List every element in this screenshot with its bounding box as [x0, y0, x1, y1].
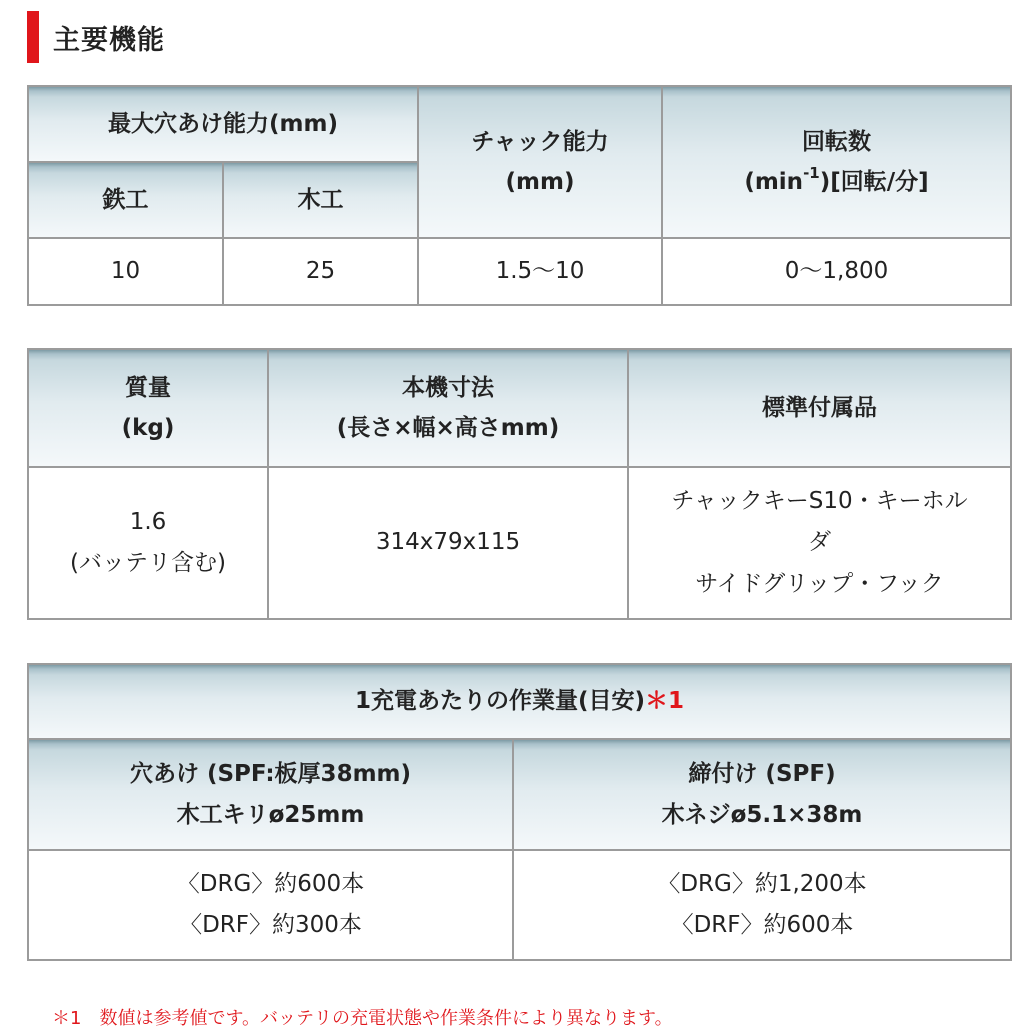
- title-accent-bar: [27, 11, 39, 63]
- wood-header: 木工: [223, 162, 418, 238]
- footnote-mark: ＊1: [645, 688, 685, 715]
- wood-value: 25: [223, 238, 418, 305]
- steel-value: 10: [28, 238, 223, 305]
- steel-header: 鉄工: [28, 162, 223, 238]
- mass-note: (バッテリ含む): [70, 550, 226, 576]
- mass-value: 1.6: [129, 508, 167, 535]
- mass-cell: [28, 467, 268, 619]
- drill-capacity-header: 最大穴あけ能力(mm): [28, 86, 418, 162]
- rotation-unit-sup: -1: [803, 164, 820, 182]
- accessories-cell: [628, 467, 1011, 619]
- rotation-header: [662, 86, 1011, 238]
- mass-header: [28, 349, 268, 467]
- fastening-header-line2: 木ネジø5.1×38m: [661, 801, 863, 828]
- section-title: [27, 10, 165, 64]
- chuck-capacity-label: チャック能力: [471, 128, 609, 155]
- fastening-value-drg: 〈DRG〉約1,200本: [657, 870, 867, 897]
- accessories-line2: ダ: [808, 529, 831, 556]
- mass-label: 質量: [125, 374, 171, 401]
- fastening-values: [513, 850, 1011, 960]
- drilling-header-line2: 木工キリø25mm: [176, 801, 365, 828]
- drilling-value-drf: 〈DRF〉約300本: [179, 912, 362, 938]
- dims-label: 本機寸法: [402, 374, 494, 401]
- spec-table-capacity: [27, 85, 1012, 306]
- workload-header: [28, 664, 1011, 739]
- fastening-header-line1: 締付け (SPF): [688, 761, 836, 788]
- drilling-header: [28, 739, 513, 850]
- accessories-header: 標準付属品: [628, 349, 1011, 467]
- dims-unit: (長さ×幅×高さmm): [336, 415, 560, 441]
- chuck-capacity-unit: (mm): [505, 169, 575, 195]
- drilling-header-line1: 穴あけ (SPF:板厚38mm): [129, 761, 412, 788]
- accessories-line1: チャックキーS10・キーホル: [671, 487, 968, 514]
- spec-table-dimensions: [27, 348, 1012, 620]
- rotation-value: 0〜1,800: [662, 238, 1011, 305]
- drilling-value-drg: 〈DRG〉約600本: [176, 870, 365, 897]
- fastening-header: [513, 739, 1011, 850]
- rotation-label: 回転数: [802, 128, 871, 155]
- dims-header: [268, 349, 628, 467]
- chuck-value: 1.5〜10: [418, 238, 662, 305]
- mass-unit: (kg): [121, 415, 175, 441]
- rotation-unit-a: (min: [744, 169, 804, 195]
- fastening-value-drf: 〈DRF〉約600本: [670, 912, 854, 938]
- rotation-unit-b: )[回転/分]: [819, 169, 929, 195]
- chuck-capacity-header: [418, 86, 662, 238]
- dims-value: 314x79x115: [268, 467, 628, 619]
- workload-header-text: 1充電あたりの作業量(目安): [354, 688, 646, 715]
- section-title-text: 主要機能: [53, 24, 165, 56]
- accessories-line3: サイドグリップ・フック: [695, 570, 944, 597]
- drilling-values: [28, 850, 513, 960]
- footnote: ＊1 数値は参考値です。バッテリの充電状態や作業条件により異なります。: [52, 1008, 673, 1029]
- spec-table-workload: [27, 663, 1012, 961]
- rotation-unit: [663, 162, 1010, 202]
